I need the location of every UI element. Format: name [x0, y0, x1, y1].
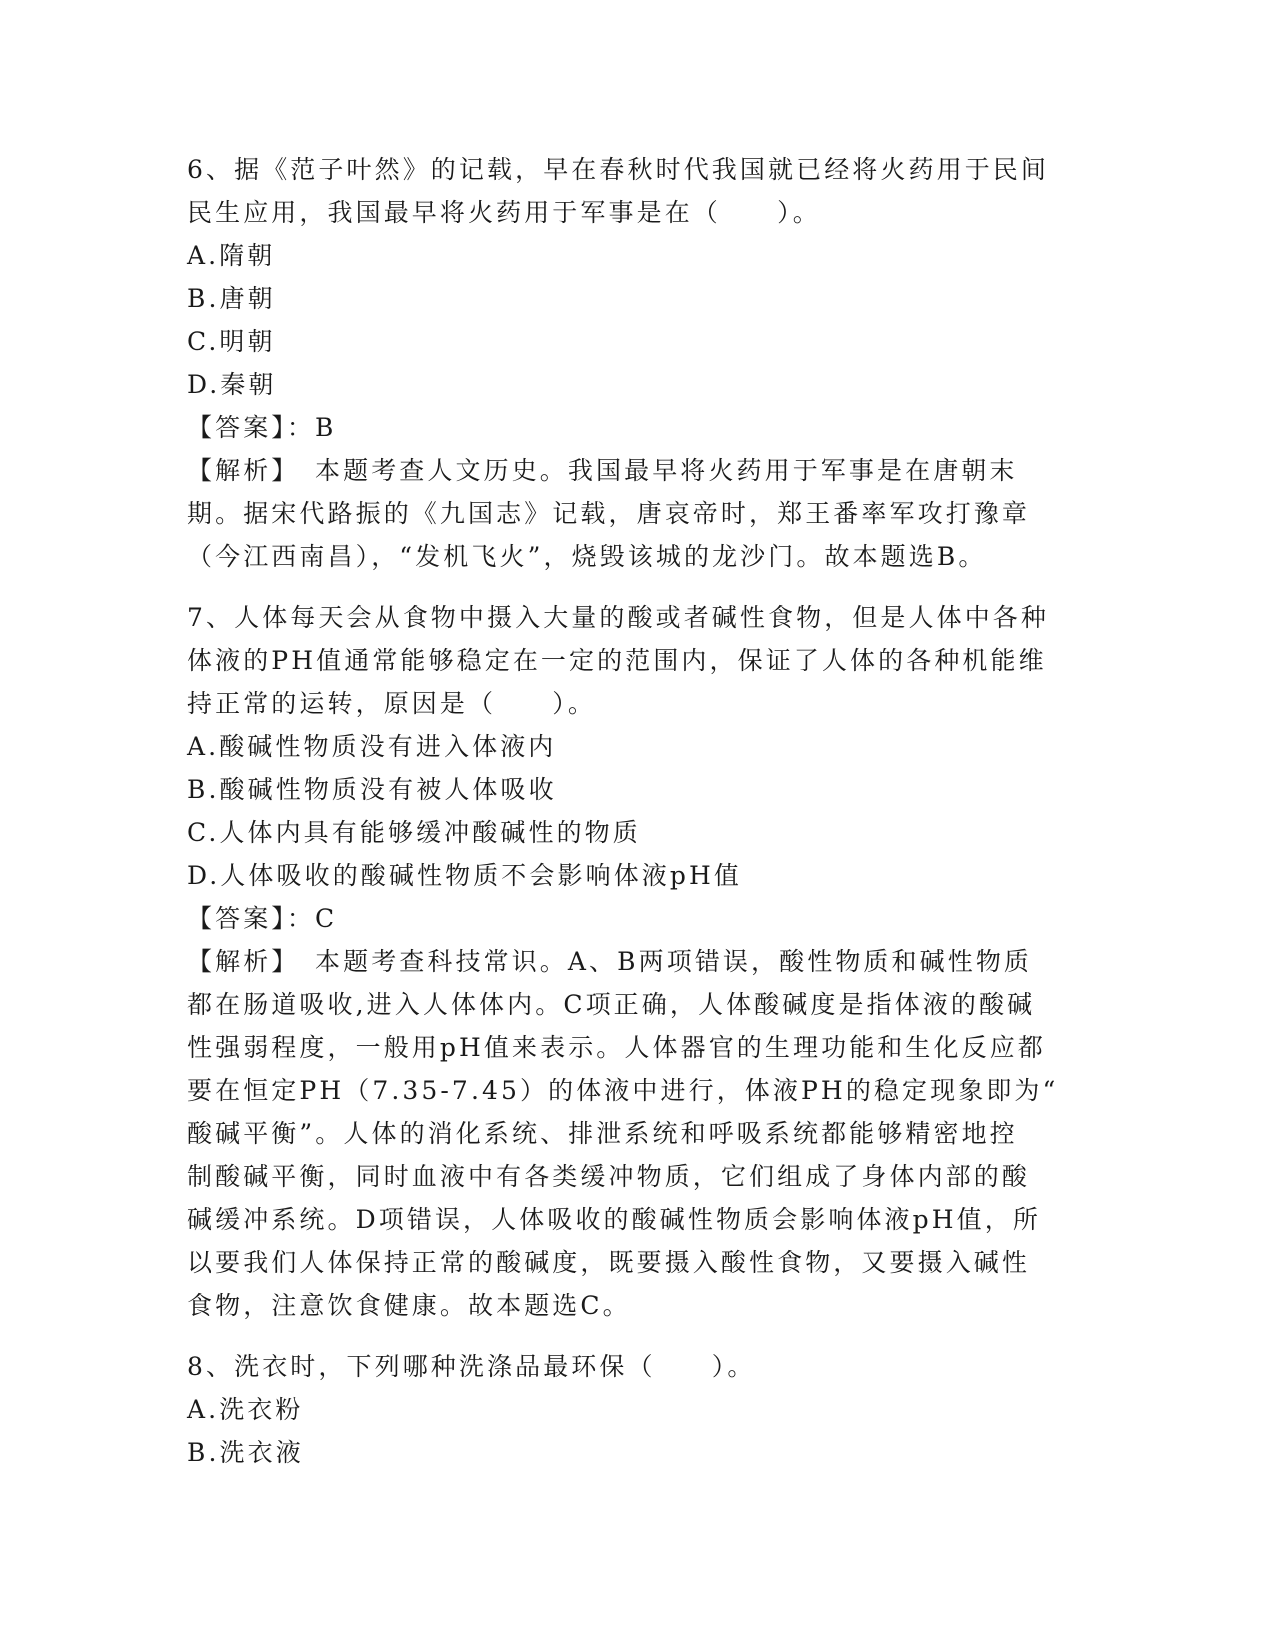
answer: 【答案】：C [187, 904, 338, 933]
analysis-line: 期。据宋代路振的《九国志》记载，唐哀帝时，郑王番率军攻打豫章 [187, 499, 1031, 528]
analysis-line: 食物，注意饮食健康。故本题选C。 [187, 1291, 631, 1320]
analysis-line: 【解析】 本题考查人文历史。我国最早将火药用于军事是在唐朝末 [187, 456, 1018, 485]
option-d: D.秦朝 [187, 370, 277, 399]
question-7 [187, 596, 1087, 1327]
question-stem-line: 6、据《范子叶然》的记载，早在春秋时代我国就已经将火药用于民间 [187, 155, 1050, 184]
analysis-line: 要在恒定PH（7.35-7.45）的体液中进行，体液PH的稳定现象即为“ [187, 1076, 1059, 1105]
question-6 [187, 148, 1087, 578]
option-a: A.酸碱性物质没有进入体液内 [187, 732, 557, 761]
analysis-line: 制酸碱平衡，同时血液中有各类缓冲物质，它们组成了身体内部的酸 [187, 1162, 1031, 1191]
option-a: A.隋朝 [187, 241, 276, 270]
question-gap [187, 578, 1087, 596]
option-a: A.洗衣粉 [187, 1395, 304, 1424]
analysis-line: 性强弱程度，一般用pH值来表示。人体器官的生理功能和生化反应都 [187, 1033, 1046, 1062]
option-b: B.酸碱性物质没有被人体吸收 [187, 775, 557, 804]
analysis-line: （今江西南昌），“发机飞火”，烧毁该城的龙沙门。故本题选B。 [187, 542, 987, 571]
analysis-line: 以要我们人体保持正常的酸碱度，既要摄入酸性食物，又要摄入碱性 [187, 1248, 1031, 1277]
analysis-line: 酸碱平衡”。人体的消化系统、排泄系统和呼吸系统都能够精密地控 [187, 1119, 1018, 1148]
question-stem-line: 体液的PH值通常能够稳定在一定的范围内，保证了人体的各种机能维 [187, 646, 1047, 675]
question-stem-line: 7、人体每天会从食物中摄入大量的酸或者碱性食物，但是人体中各种 [187, 603, 1050, 632]
question-stem-line: 民生应用，我国最早将火药用于军事是在（ ）。 [187, 198, 821, 227]
analysis-line: 【解析】 本题考查科技常识。A、B两项错误，酸性物质和碱性物质 [187, 947, 1033, 976]
answer: 【答案】：B [187, 413, 337, 442]
question-8 [187, 1345, 1087, 1474]
option-c: C.明朝 [187, 327, 276, 356]
document-page [187, 148, 1087, 1474]
analysis-line: 都在肠道吸收,进入人体体内。C项正确，人体酸碱度是指体液的酸碱 [187, 990, 1036, 1019]
question-stem-line: 8、洗衣时，下列哪种洗涤品最环保（ ）。 [187, 1352, 756, 1381]
question-gap [187, 1327, 1087, 1345]
option-c: C.人体内具有能够缓冲酸碱性的物质 [187, 818, 641, 847]
option-b: B.唐朝 [187, 284, 276, 313]
option-b: B.洗衣液 [187, 1438, 304, 1467]
analysis-line: 碱缓冲系统。D项错误，人体吸收的酸碱性物质会影响体液pH值，所 [187, 1205, 1041, 1234]
question-stem-line: 持正常的运转，原因是（ ）。 [187, 689, 597, 718]
option-d: D.人体吸收的酸碱性物质不会影响体液pH值 [187, 861, 743, 890]
